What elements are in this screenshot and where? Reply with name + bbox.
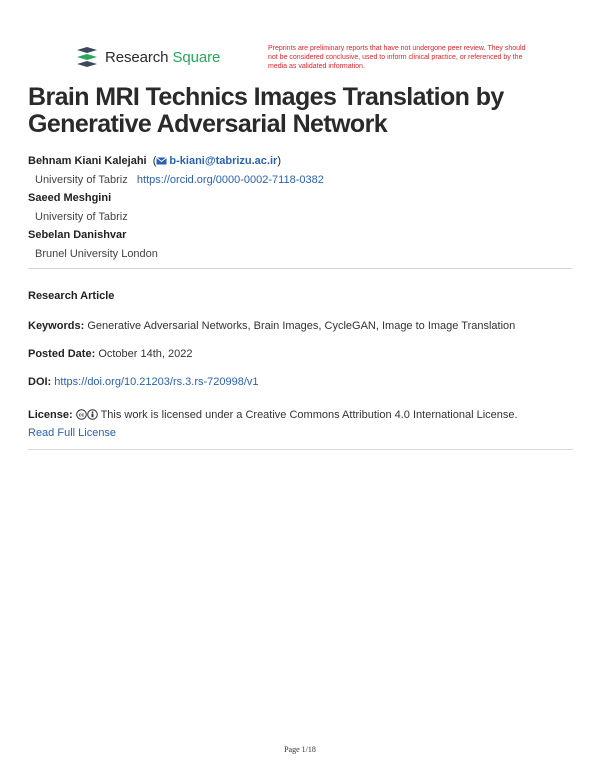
email-open-paren: ( — [149, 155, 157, 167]
keywords-label: Keywords: — [28, 320, 85, 332]
author-name: Sebelan Danishvar — [28, 229, 127, 241]
logo-word-square: Square — [172, 48, 221, 66]
author-email-link[interactable]: b-kiani@tabrizu.ac.ir — [169, 155, 278, 167]
email-close-paren: ) — [277, 155, 281, 167]
author-affiliation-row — [28, 171, 324, 190]
logo-text — [105, 49, 220, 66]
cc-by-icon — [87, 409, 98, 420]
author-affiliation: University of Tabriz — [35, 210, 128, 223]
author-list — [28, 152, 324, 263]
keywords-row — [28, 320, 515, 332]
keywords-value: Generative Adversarial Networks, Brain Images, CycleGAN, Image to Image Translation — [87, 320, 516, 332]
orcid-link[interactable]: https://orcid.org/0000-0002-7118-0382 — [136, 173, 324, 186]
doi-row — [28, 376, 259, 388]
research-square-logo-icon — [75, 46, 99, 68]
license-text: This work is licensed under a Creative Commons Attribution 4.0 International License. — [100, 409, 518, 421]
cc-icon — [76, 409, 87, 420]
license-label: License: — [28, 409, 73, 421]
preprint-disclaimer: Preprints are preliminary reports that have not undergone peer review. They should not be considered conclusive, used to inform clinical practice, or referenced by the media as validated information. — [268, 45, 526, 70]
posted-date-label: Posted Date: — [28, 348, 96, 360]
posted-date-value: October 14th, 2022 — [98, 348, 193, 360]
divider — [28, 449, 573, 450]
author-affiliation: Brunel University London — [35, 247, 158, 260]
author-name: Behnam Kiani Kalejahi — [28, 155, 147, 167]
research-square-logo[interactable] — [75, 46, 220, 68]
author-name: Saeed Meshgini — [28, 192, 112, 204]
divider — [28, 268, 573, 269]
svg-text:cc: cc — [78, 412, 84, 419]
page-number: Page 1/18 — [284, 745, 316, 754]
license-row — [28, 406, 573, 442]
author-entry — [28, 226, 324, 245]
envelope-icon — [156, 157, 167, 165]
logo-word-research: Research — [105, 48, 169, 66]
author-affiliation: University of Tabriz — [35, 173, 128, 186]
author-entry — [28, 152, 324, 171]
article-type-label: Research Article — [28, 290, 115, 302]
doi-link[interactable]: https://doi.org/10.21203/rs.3.rs-720998/v1 — [54, 376, 259, 388]
read-full-license-link[interactable]: Read Full License — [28, 427, 117, 439]
paper-title: Brain MRI Technics Images Translation by Generative Adversarial Network — [28, 83, 504, 138]
article-type — [28, 290, 114, 302]
author-entry — [28, 189, 324, 208]
posted-date-row — [28, 348, 193, 360]
doi-label: DOI: — [28, 376, 52, 388]
